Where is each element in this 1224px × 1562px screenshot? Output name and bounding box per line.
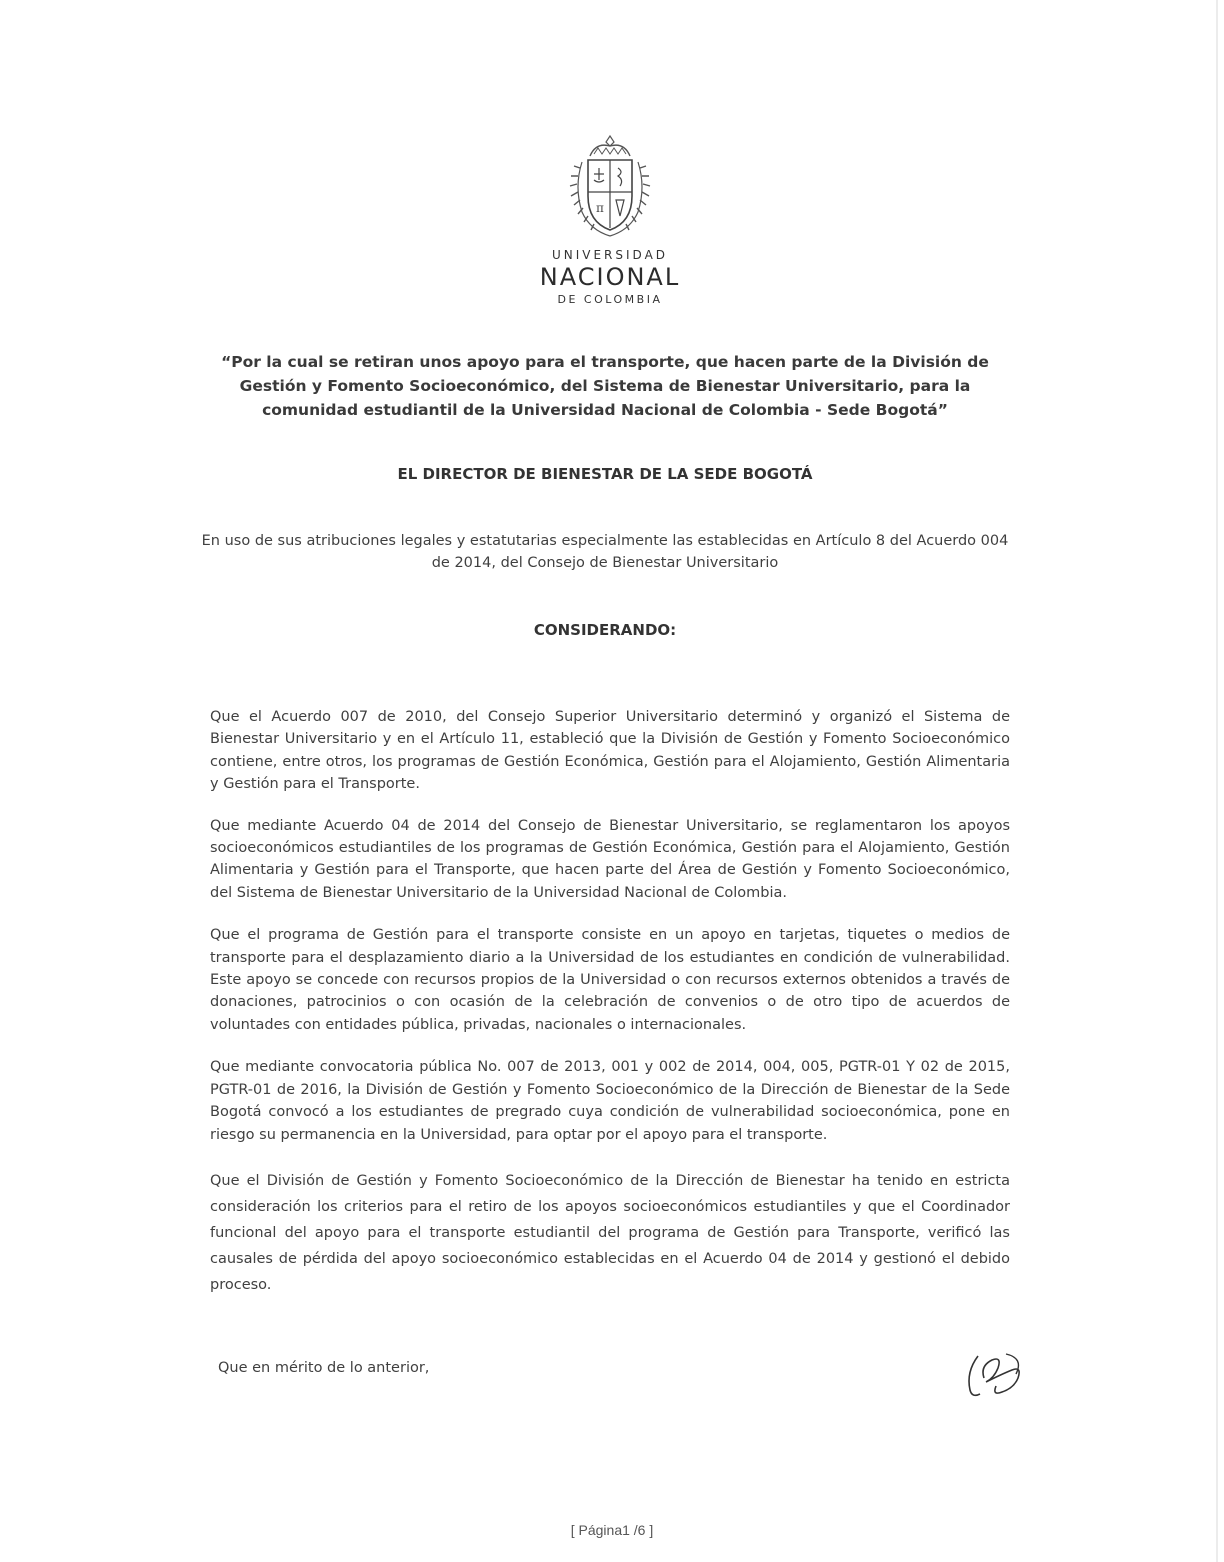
handwritten-initials-icon [962,1348,1030,1402]
consideration-paragraph: Que el programa de Gestión para el transporte consiste en un apoyo en tarjetas, tiquetes o medios de transporte para el desplazamiento diario a la Universidad de los estudiantes en condición de vulnerabilidad. Este apoyo se concede con recursos propios de la Universidad o con recursos externos obtenidos a través de donaciones, patrocinios o con ocasión de la celebración de convenios o de otro tipo de acuerdos de voluntades con entidades pública, privadas, nacionales o internacionales. [210,927,1010,1033]
svg-text:π: π [596,201,604,215]
university-logo [520,132,700,306]
authority-statement: En uso de sus atribuciones legales y estatutarias especialmente las establecidas en Artículo 8 del Acuerdo 004 de 2014, del Consejo de Bienestar Universitario [201,533,1009,571]
considerations-body [210,706,1010,1298]
closing-phrase: Que en mérito de lo anterior, [218,1360,430,1376]
document-title: “Por la cual se retiran unos apoyo para el transporte, que hacen parte de la División de Gestión y Fomento Socioeconómico, del Sistema de Bienestar Universitario, para la comunidad estudiantil de la Universidad Nacional de Colombia - Sede Bogotá” [221,353,989,419]
director-heading: EL DIRECTOR DE BIENESTAR DE LA SEDE BOGOTÁ [397,465,813,483]
considerando-heading: CONSIDERANDO: [533,621,677,639]
consideration-paragraph: Que el Acuerdo 007 de 2010, del Consejo Superior Universitario determinó y organizó el Sistema de Bienestar Universitario y en el Artículo 11, estableció que la División de Gestión y Fomento Socioeconómico contiene, entre otros, los programas de Gestión Económica, Gestión para el Alojamiento, Gestión Alimentaria y Gestión para el Transporte. [210,709,1010,793]
university-name-line2: NACIONAL [539,263,681,291]
university-crest-icon [568,132,652,242]
university-name-line1: UNIVERSIDAD [551,248,669,262]
consideration-paragraph: Que el División de Gestión y Fomento Socioeconómico de la Dirección de Bienestar ha tenido en estricta consideración los criterios para el retiro de los apoyos socioeconómicos estudiantiles y que el Coordinador funcional del apoyo para el transporte estudiantil del programa de Gestión para Transporte, verificó las causales de pérdida del apoyo socioeconómico establecidas en el Acuerdo 04 de 2014 y gestionó el debido proceso. [210,1172,1010,1293]
page-edge [1216,0,1218,1562]
university-name-line3: DE COLOMBIA [557,293,663,306]
consideration-paragraph: Que mediante convocatoria pública No. 007 de 2013, 001 y 002 de 2014, 004, 005, PGTR-01 Y 02 de 2015, PGTR-01 de 2016, la División de Gestión y Fomento Socioeconómico de la Dirección de Bienestar de la Sede Bogotá convocó a los estudiantes de pregrado cuya condición de vulnerabilidad socioeconómica, pone en riesgo su permanencia en la Universidad, para optar por el apoyo para el transporte. [210,1059,1010,1143]
page-number-footer: [ Página1 /6 ] [570,1522,654,1538]
consideration-paragraph: Que mediante Acuerdo 04 de 2014 del Consejo de Bienestar Universitario, se reglamentaron los apoyos socioeconómicos estudiantiles de los programas de Gestión Económica, Gestión para el Alojamiento, Gestión Alimentaria y Gestión para el Transporte, que hacen parte del Área de Gestión y Fomento Socioeconómico, del Sistema de Bienestar Universitario de la Universidad Nacional de Colombia. [210,817,1010,901]
